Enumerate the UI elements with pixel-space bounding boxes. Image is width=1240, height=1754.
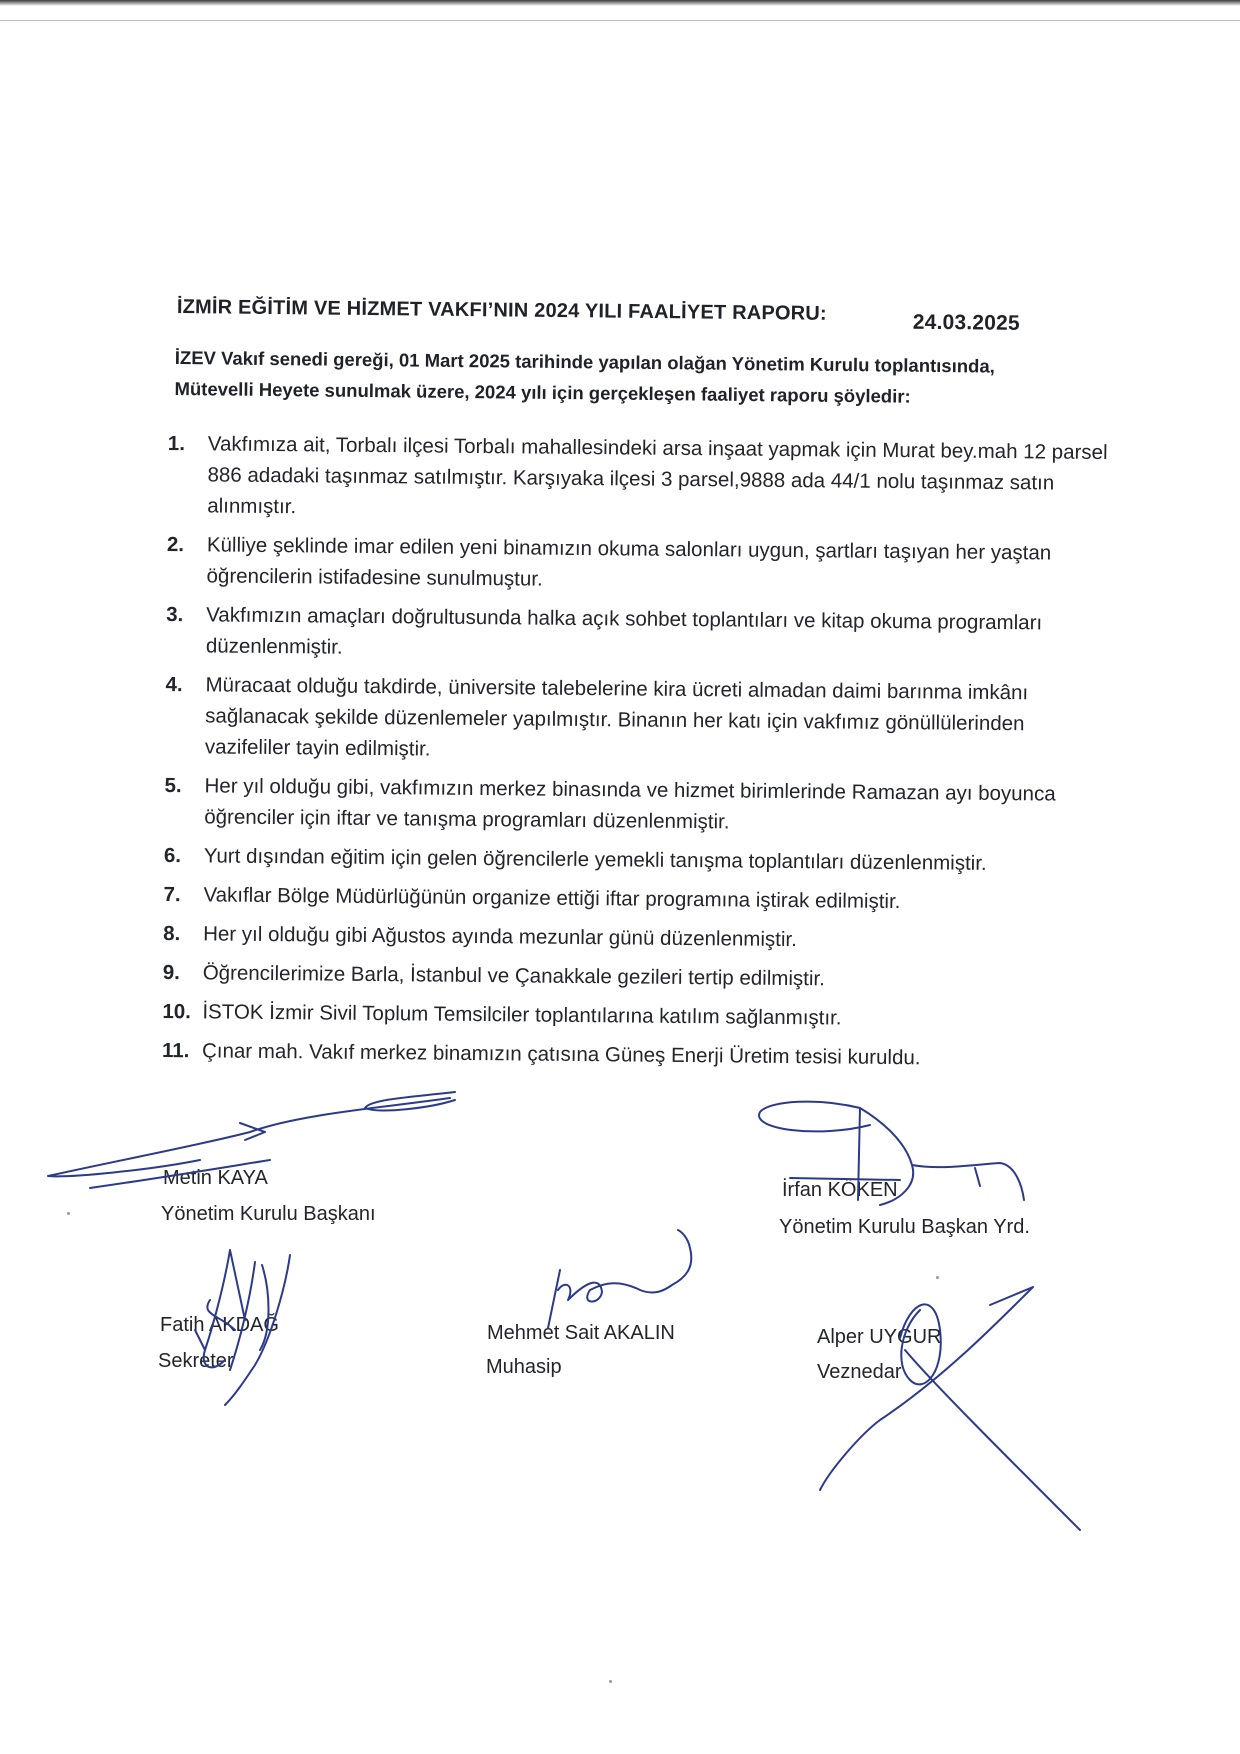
list-item bbox=[162, 996, 1112, 1036]
list-item bbox=[165, 669, 1116, 771]
list-item bbox=[164, 770, 1115, 841]
item-number: 11. bbox=[161, 1038, 190, 1063]
intro-line: Mütevelli Heyete sunulmak üzere, 2024 yılı için gerçekleşen faaliyet raporu şöyledir: bbox=[174, 377, 911, 407]
activity-list bbox=[162, 428, 1118, 1083]
signatory-role: Sekreter bbox=[158, 1350, 234, 1372]
item-text: Öğrencilerimize Barla, İstanbul ve Çanakkale gezileri tertip edilmiştir. bbox=[202, 961, 825, 991]
list-item bbox=[162, 1035, 1112, 1075]
item-text: Külliye şeklinde imar edilen yeni binamızın okuma salonları uygun, şartları taşıyan her yaştan öğrencilerin istifadesine sunulmuştur. bbox=[206, 533, 1052, 591]
signatory-name: İrfan KÖKEN bbox=[782, 1179, 898, 1201]
scan-line bbox=[0, 20, 1240, 21]
report-header bbox=[176, 296, 1027, 335]
item-number: 6. bbox=[163, 843, 182, 868]
intro-line: İZEV Vakıf senedi gereği, 01 Mart 2025 tarihinde yapılan olağan Yönetim Kurulu toplantısında, bbox=[174, 346, 995, 377]
item-text: Müracaat olduğu takdirde, üniversite talebelerine kira ücreti almadan daimi barınma imkânı sağlanacak şekilde düzenlemeler yapılmıştır. Binanın her katı için vakfımız gönüllülerinden vazifeliler tayin edilmiştir. bbox=[204, 673, 1029, 761]
list-item bbox=[163, 957, 1113, 997]
scan-speck bbox=[609, 1680, 612, 1683]
intro-paragraph bbox=[174, 342, 1075, 413]
item-text: Vakıflar Bölge Müdürlüğünün organize ettiği iftar programına iştirak edilmiştir. bbox=[203, 883, 901, 914]
signatory-role: Yönetim Kurulu Başkanı bbox=[161, 1203, 376, 1225]
list-item bbox=[163, 879, 1113, 919]
item-text: Çınar mah. Vakıf merkez binamızın çatısına Güneş Enerji Üretim tesisi kuruldu. bbox=[201, 1039, 921, 1070]
scan-speck bbox=[936, 1276, 939, 1279]
list-item bbox=[164, 840, 1114, 880]
item-text: Vakfımızın amaçları doğrultusunda halka açık sohbet toplantıları ve kitap okuma programları düzenlenmiştir. bbox=[205, 603, 1043, 659]
item-text: Yurt dışından eğitim için gelen öğrencilerle yemekli tanışma toplantıları düzenlenmiştir. bbox=[203, 844, 987, 875]
item-text: İSTOK İzmir Sivil Toplum Temsilciler toplantılarına katılım sağlanmıştır. bbox=[202, 1000, 842, 1030]
signatory-name: Alper UYGUR bbox=[817, 1326, 942, 1348]
list-item bbox=[166, 529, 1117, 600]
item-text: Her yıl olduğu gibi, vakfımızın merkez binasında ve hizmet birimlerinde Ramazan ayı boyunca öğrenciler için iftar ve tanışma programları düzenlenmiştir. bbox=[204, 774, 1056, 834]
item-number: 8. bbox=[163, 921, 181, 946]
signatory-role: Yönetim Kurulu Başkan Yrd. bbox=[779, 1216, 1030, 1238]
signatory-name: Mehmet Sait AKALIN bbox=[487, 1322, 675, 1344]
list-item bbox=[163, 918, 1113, 958]
item-number: 10. bbox=[162, 999, 192, 1024]
item-number: 2. bbox=[166, 532, 185, 557]
item-text: Vakfımıza ait, Torbalı ilçesi Torbalı mahallesindeki arsa inşaat yapmak için Murat bey.mah 12 parsel 886 adadaki taşınmaz satılmıştır. Karşıyaka ilçesi 3 parsel,9888 ada 44/1 nolu taşınmaz satın alınmıştır. bbox=[207, 432, 1108, 519]
list-item bbox=[166, 599, 1117, 670]
scan-edge bbox=[0, 0, 1240, 6]
signatory-role: Veznedar bbox=[817, 1361, 902, 1383]
scan-speck bbox=[67, 1212, 70, 1215]
signatory-name: Fatih AKDAĞ bbox=[160, 1314, 279, 1336]
item-number: 4. bbox=[165, 672, 183, 697]
signatory-role: Muhasip bbox=[486, 1356, 562, 1378]
item-number: 9. bbox=[162, 960, 180, 985]
item-number: 3. bbox=[166, 602, 184, 627]
report-date: 24.03.2025 bbox=[912, 310, 1020, 335]
signature-alper-uygur bbox=[820, 1287, 1080, 1530]
item-number: 1. bbox=[167, 431, 186, 456]
report-title: İZMİR EĞİTİM VE HİZMET VAKFI’NIN 2024 YILI FAALİYET RAPORU: bbox=[176, 296, 827, 325]
signatory-name: Metin KAYA bbox=[163, 1167, 268, 1189]
list-item bbox=[167, 428, 1118, 530]
item-number: 7. bbox=[163, 882, 181, 907]
item-number: 5. bbox=[164, 773, 182, 798]
item-text: Her yıl olduğu gibi Ağustos ayında mezunlar günü düzenlenmiştir. bbox=[203, 922, 797, 952]
signature-mehmet-sait-akalin bbox=[548, 1230, 691, 1328]
